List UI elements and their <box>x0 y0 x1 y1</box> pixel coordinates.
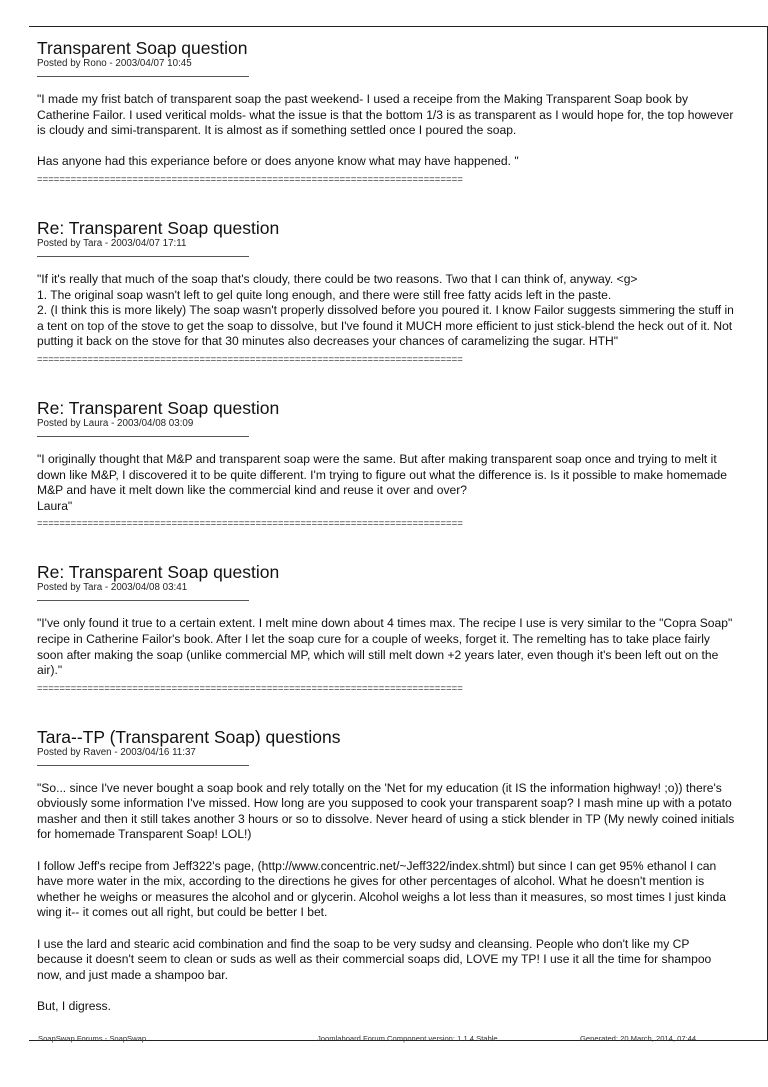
post-meta: Posted by Rono - 2003/04/07 10:45 <box>37 58 192 69</box>
post-paragraph: I follow Jeff's recipe from Jeff322's page, (http://www.concentric.net/~Jeff322/index.shtml) but since I can get 95% ethanol I can have more water in the mix, according to the directions he gives for other percentages of alcohol. What he doesn't mention is whether he weighs or measures the alcohol and or glycerin. Alcohol weighs a lot less than it measures, so most times I just kinda wing it-- it comes out all right, but could be better I bet. <box>37 858 727 920</box>
footer-site-name: SoapSwap Forums - SoapSwap <box>38 1034 147 1043</box>
post-separator: ============================================================================ <box>37 173 463 185</box>
post-meta: Posted by Tara - 2003/04/08 03:41 <box>37 582 188 594</box>
post-body <box>37 781 737 1015</box>
post-separator: ============================================================================ <box>37 518 463 530</box>
post-paragraph: "So... since I've never bought a soap book and rely totally on the 'Net for my education (it IS the information highway! ;o)) there's obviously some information I've missed. How long are you supposed to cook your transparent soap? I mash mine up with a potato masher and then it still takes another 3 hours or so to dissolve. Never heard of using a stick blender in TP (My newly coined initials for homemade Transparent Soap! LOL!) <box>37 780 735 842</box>
post-body <box>37 616 737 678</box>
post-separator: ============================================================================ <box>37 353 463 365</box>
post-header-divider <box>37 600 249 601</box>
post-title: Re: Transparent Soap question <box>37 217 280 238</box>
post-body <box>37 92 737 170</box>
post-5 <box>37 727 737 1015</box>
post-meta: Posted by Raven - 2003/04/16 11:37 <box>37 746 196 758</box>
post-paragraph: "If it's really that much of the soap that's cloudy, there could be two reasons. Two that I can think of, anyway. <g> 1. The original soap wasn't left to gel quite long enough, and there were still free fatty acids left in the paste. 2. (I think this is more likely) The soap wasn't properly dissolved before you poured it. I know Failor suggests simmering the stuff in a tent on top of the stove to get the soap to dissolve, but I've found it MUCH more efficient to just stick-blend the heck out of it. Not putting it back on the stove for that 30 minutes also decreases your chances of caramelizing the sugar. HTH" <box>37 271 734 349</box>
post-header-divider <box>37 76 249 77</box>
post-paragraph: "I've only found it true to a certain extent. I melt mine down about 4 times max. The recipe I use is very similar to the "Copra Soap" recipe in Catherine Failor's book. After I let the soap cure for a couple of weeks, forget it. The remelting has to take place fairly soon after making the soap (unlike commercial MP, which will still melt down +2 years later, even though it's been left out on the air)." <box>37 616 733 678</box>
post-1 <box>37 38 737 185</box>
post-paragraph: I use the lard and stearic acid combination and find the soap to be very sudsy and cleansing. People who don't like my CP because it doesn't seem to clean or suds as well as their commercial soaps did, LOVE my TP! I use it all the time for shampoo now, and just made a shampoo bar. <box>37 936 712 982</box>
post-title: Re: Transparent Soap question <box>37 397 280 418</box>
post-2 <box>37 218 737 365</box>
post-header-divider <box>37 765 249 766</box>
post-title: Transparent Soap question <box>37 38 248 58</box>
footer-generated-date: Generated: 20 March, 2014, 07:44 <box>580 1034 697 1043</box>
post-paragraph: "I made my frist batch of transparent soap the past weekend- I used a receipe from the Making Transparent Soap book by Catherine Failor. I used veritical molds- what the issue is that the bottom 1/3 is as transparent as I would hope for, the top however is cloudy and simi-transparent. It is almost as if something settled once I poured the soap. <box>37 92 734 138</box>
forum-thread <box>37 38 737 1015</box>
post-paragraph: But, I digress. <box>37 999 111 1013</box>
post-header-divider <box>37 256 249 257</box>
post-paragraph: "I originally thought that M&P and transparent soap were the same. But after making transparent soap once and trying to melt it down like M&P, I discovered it to be quite different. I'm trying to figure out what the difference is. Is it possible to make homemade M&P and have it melt down like the commercial kind and reuse it over and over? Laura" <box>37 451 727 513</box>
post-title: Re: Transparent Soap question <box>37 562 280 583</box>
post-body <box>37 452 737 514</box>
footer-component-version: Joomlaboard Forum Component version: 1.1.4 Stable <box>317 1034 498 1043</box>
post-meta: Posted by Tara - 2003/04/07 17:11 <box>37 237 187 249</box>
post-meta: Posted by Laura - 2003/04/08 03:09 <box>37 417 194 429</box>
post-4 <box>37 562 737 693</box>
post-3 <box>37 398 737 529</box>
post-title: Tara--TP (Transparent Soap) questions <box>37 726 341 747</box>
post-header-divider <box>37 436 249 437</box>
post-paragraph: Has anyone had this experiance before or does anyone know what may have happened. " <box>37 154 519 169</box>
post-body <box>37 272 737 350</box>
post-separator: ============================================================================ <box>37 682 463 694</box>
